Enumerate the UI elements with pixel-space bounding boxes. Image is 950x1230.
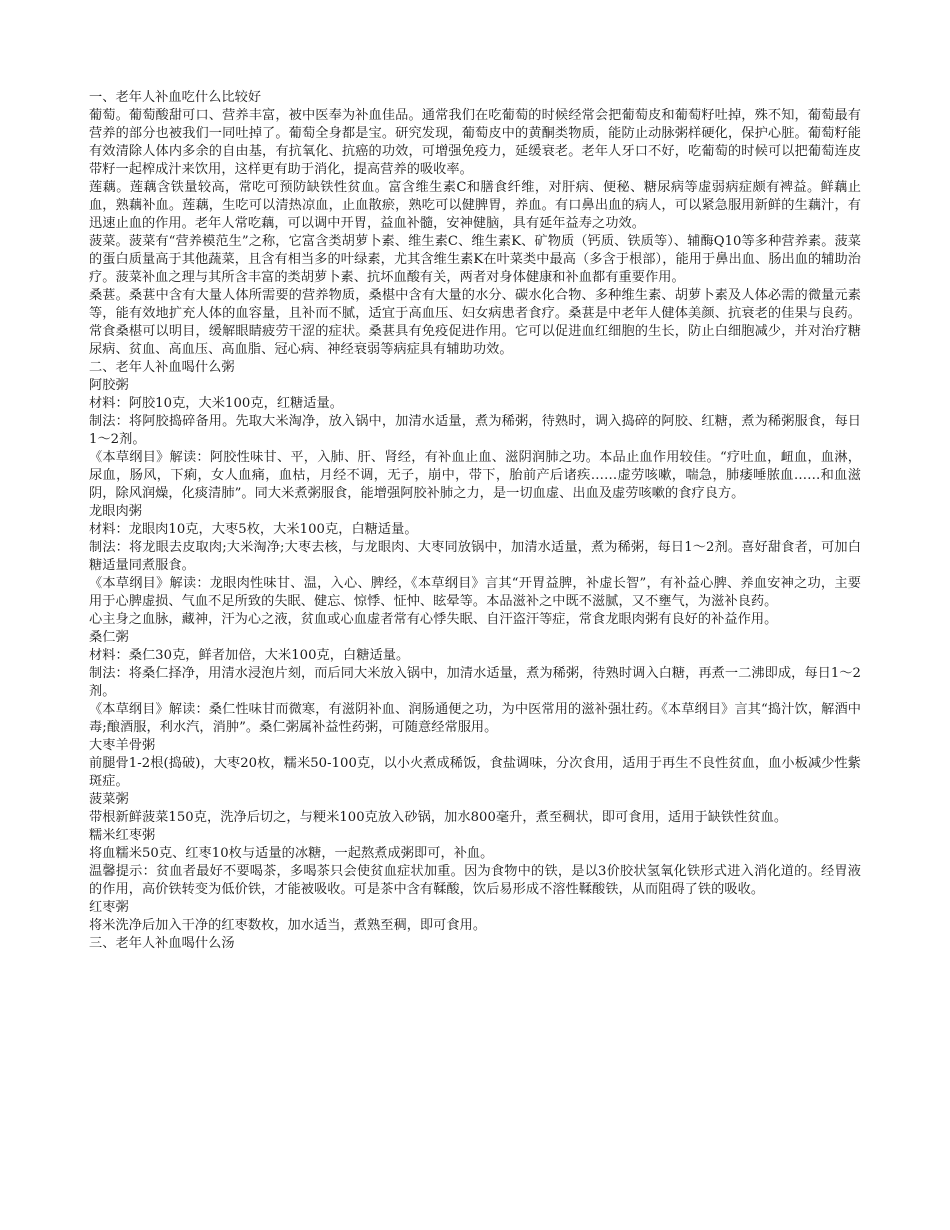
- paragraph: 制法：将桑仁择净，用清水浸泡片刻，而后同大米放入锅中，加清水适量，煮为稀粥，待熟时调入白糖，再煮一二沸即成，每日1～2剂。: [89, 666, 861, 699]
- recipe-title: 糯米红枣粥: [89, 828, 156, 843]
- paragraph: 葡萄。葡萄酸甜可口、营养丰富，被中医奉为补血佳品。通常我们在吃葡萄的时候经常会把葡萄皮和葡萄籽吐掉，殊不知，葡萄最有营养的部分也被我们一同吐掉了。葡萄全身都是宝。研究发现，葡萄皮中的黄酮类物质，能防止动脉粥样硬化，保护心脏。葡萄籽能有效清除人体内多余的自由基，有抗氧化、抗癌的功效，可增强免疫力，延缓衰老。老年人牙口不好，吃葡萄的时候可以把葡萄连皮带籽一起榨成汁来饮用，这样更有助于消化，提高营养的吸收率。: [89, 108, 861, 177]
- paragraph: 《本草纲目》解读：桑仁性味甘而微寒，有滋阴补血、润肠通便之功，为中医常用的滋补强壮药。《本草纲目》言其“捣汁饮，解酒中毒;酿酒服，利水汽，消肿”。桑仁粥属补益性药粥，可随意经常服用。: [89, 702, 861, 735]
- paragraph: 桑葚。桑葚中含有大量人体所需要的营养物质，桑椹中含有大量的水分、碳水化合物、多种维生素、胡萝卜素及人体必需的微量元素等，能有效地扩充人体的血容量，且补而不腻，适宜于高血压、妇女病患者食疗。桑葚是中老年人健体美颜、抗衰老的佳果与良药。常食桑椹可以明目，缓解眼睛疲劳干涩的症状。桑葚具有免疫促进作用。它可以促进血红细胞的生长，防止白细胞减少，并对治疗糖尿病、贫血、高血压、高血脂、冠心病、神经衰弱等病症具有辅助功效。: [89, 288, 861, 357]
- paragraph: 将米洗净后加入干净的红枣数枚，加水适当，煮熟至稠，即可食用。: [89, 918, 487, 933]
- paragraph: 材料：龙眼肉10克，大枣5枚，大米100克，白糖适量。: [89, 522, 418, 537]
- recipe-title: 大枣羊骨粥: [89, 738, 156, 753]
- recipe-title: 龙眼肉粥: [89, 504, 142, 519]
- paragraph: 《本草纲目》解读：龙眼肉性味甘、温，入心、脾经，《本草纲目》言其“开胃益脾，补虚长智”，有补益心脾、养血安神之功，主要用于心脾虚损、气血不足所致的失眠、健忘、惊悸、怔忡、眩晕等。本品滋补之中既不滋腻，又不壅气，为滋补良药。: [89, 576, 861, 609]
- paragraph: 前腿骨1-2根(捣破)，大枣20枚，糯米50-100克，以小火煮成稀饭，食盐调味，分次食用，适用于再生不良性贫血，血小板减少性紫斑症。: [89, 756, 861, 789]
- paragraph: 带根新鲜菠菜150克，洗净后切之，与粳米100克放入砂锅，加水800毫升，煮至稠状，即可食用，适用于缺铁性贫血。: [89, 810, 788, 825]
- section-heading: 一、老年人补血吃什么比较好: [89, 90, 262, 105]
- section-heading: 二、老年人补血喝什么粥: [89, 360, 235, 375]
- document-body: [89, 89, 861, 953]
- paragraph: 《本草纲目》解读：阿胶性味甘、平，入肺、肝、肾经，有补血止血、滋阴润肺之功。本品止血作用较佳。“疗吐血，衄血，血淋，尿血，肠风，下痢，女人血痛，血枯，月经不调，无子，崩中，带下，胎前产后诸疾……虚劳咳嗽，喘急，肺痿唾脓血……和血滋阴，除风润燥，化痰清肺”。同大米煮粥服食，能增强阿胶补肺之力，是一切血虚、出血及虚劳咳嗽的食疗良方。: [89, 450, 861, 501]
- recipe-title: 阿胶粥: [89, 378, 129, 393]
- recipe-title: 菠菜粥: [89, 792, 129, 807]
- section-heading: 三、老年人补血喝什么汤: [89, 936, 235, 951]
- paragraph: 制法：将龙眼去皮取肉;大米淘净;大枣去核，与龙眼肉、大枣同放锅中，加清水适量，煮为稀粥，每日1～2剂。喜好甜食者，可加白糖适量同煮服食。: [89, 540, 861, 573]
- paragraph: 材料：阿胶10克，大米100克，红糖适量。: [89, 396, 343, 411]
- paragraph: 制法：将阿胶捣碎备用。先取大米淘净，放入锅中，加清水适量，煮为稀粥，待熟时，调入捣碎的阿胶、红糖，煮为稀粥服食，每日1～2剂。: [89, 414, 861, 447]
- paragraph: 莲藕。莲藕含铁量较高，常吃可预防缺铁性贫血。富含维生素C和膳食纤维，对肝病、便秘、糖尿病等虚弱病症颇有裨益。鲜藕止血，熟藕补血。莲藕，生吃可以清热凉血，止血散瘀，熟吃可以健脾胃，养血。有口鼻出血的病人，可以紧急服用新鲜的生藕汁，有迅速止血的作用。老年人常吃藕，可以调中开胃，益血补髓，安神健脑，具有延年益寿之功效。: [89, 180, 861, 231]
- paragraph: 材料：桑仁30克，鲜者加倍，大米100克，白糖适量。: [89, 648, 410, 663]
- paragraph: 温馨提示：贫血者最好不要喝茶，多喝茶只会使贫血症状加重。因为食物中的铁，是以3价胶状氢氧化铁形式进入消化道的。经胃液的作用，高价铁转变为低价铁，才能被吸收。可是茶中含有鞣酸，饮后易形成不溶性鞣酸铁，从而阻碍了铁的吸收。: [89, 864, 861, 897]
- recipe-title: 红枣粥: [89, 900, 129, 915]
- paragraph: 心主身之血脉，藏神，汗为心之液，贫血或心血虚者常有心悸失眠、自汗盗汗等症，常食龙眼肉粥有良好的补益作用。: [89, 612, 778, 627]
- paragraph: 将血糯米50克、红枣10枚与适量的冰糖，一起熬煮成粥即可，补血。: [89, 846, 494, 861]
- paragraph: 菠菜。菠菜有“营养模范生”之称，它富含类胡萝卜素、维生素C、维生素K、矿物质（钙质、铁质等）、辅酶Q10等多种营养素。菠菜的蛋白质量高于其他蔬菜，且含有相当多的叶绿素，尤其含维生素K在叶菜类中最高（多含于根部），能用于鼻出血、肠出血的辅助治疗。菠菜补血之理与其所含丰富的类胡萝卜素、抗坏血酸有关，两者对身体健康和补血都有重要作用。: [89, 234, 861, 285]
- recipe-title: 桑仁粥: [89, 630, 129, 645]
